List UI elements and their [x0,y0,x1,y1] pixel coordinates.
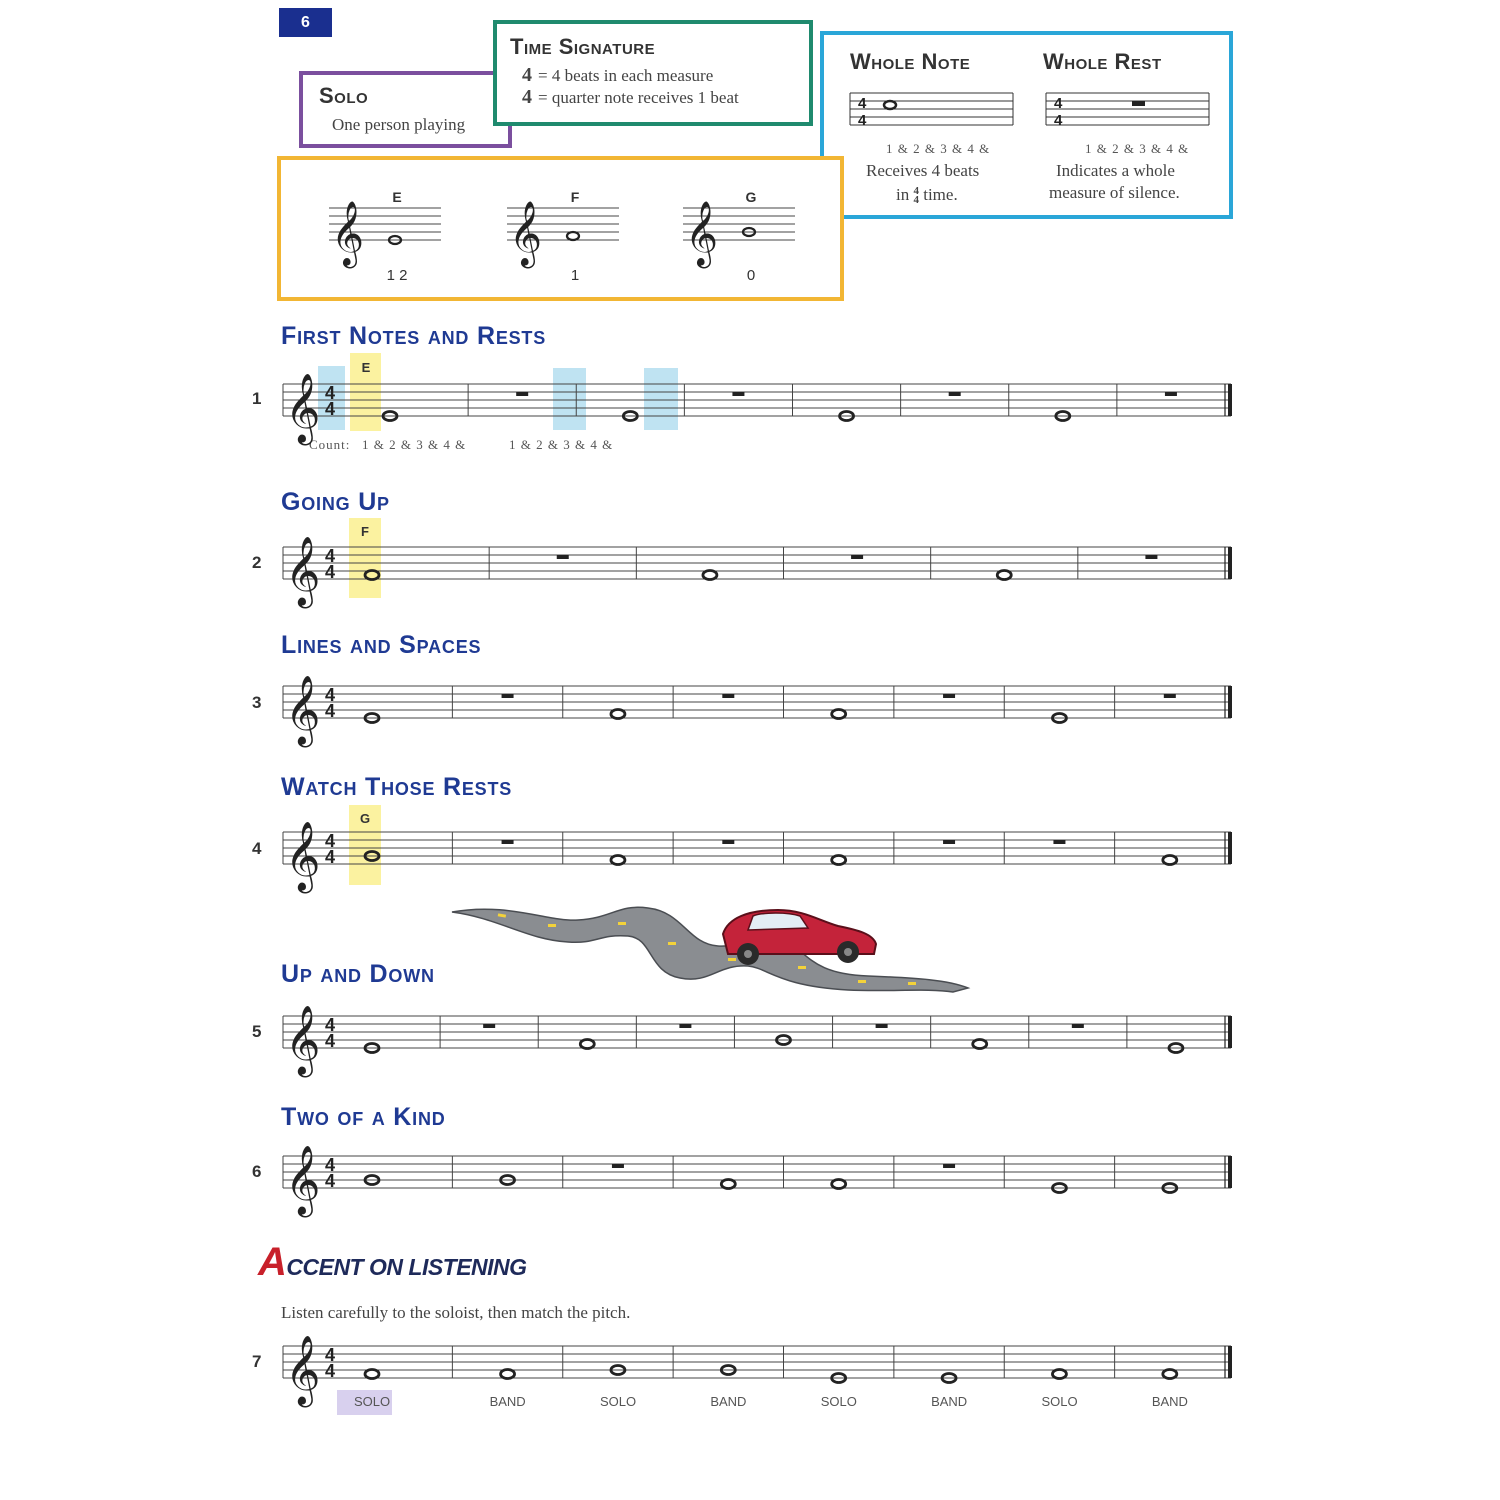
whole-rest [1072,1024,1084,1028]
new-note-label-f: F [361,524,369,539]
accent-on-listening-title [258,1240,527,1285]
rest-highlight [553,368,586,430]
time-signature-top: 4 [325,546,336,566]
whole-note-F [1163,1370,1177,1379]
time-signature-bottom: 4 [325,847,336,867]
part-label-solo: SOLO [1041,1394,1078,1409]
treble-clef-icon: 𝄞 [685,201,719,264]
time-signature-top: 4 [325,1015,336,1035]
whole-rest-count: 1 & 2 & 3 & 4 & [1085,141,1190,156]
treble-clef-icon: 𝄞 [285,537,321,604]
note-name-label: E [392,189,402,205]
exercise-1-title: First Notes and Rests [281,322,547,350]
treble-clef-icon: 𝄞 [285,676,321,743]
whole-note-count: 1 & 2 & 3 & 4 & [886,141,991,156]
whole-rest [1164,694,1176,698]
whole-note-F [832,710,846,719]
whole-note-F [1052,1370,1066,1379]
time-signature-title: Time Signature [510,34,656,59]
time-signature-bottom: 4 [325,562,336,582]
svg-text:4: 4 [1054,112,1063,129]
exercise-4-title: Watch Those Rests [281,773,513,801]
note-name-label: F [570,189,580,205]
accent-title-rest: CCENT ON LISTENING [286,1254,527,1280]
whole-note-F [721,1180,735,1189]
treble-clef-icon: 𝄞 [285,1006,321,1073]
part-label-solo: SOLO [354,1394,391,1409]
staff-exercise-2 [283,537,1232,608]
whole-rest [502,840,514,844]
whole-note-F [1163,856,1177,865]
road-car-illustration [448,896,978,996]
whole-rest-title: Whole Rest [1043,49,1162,74]
exercise-2-title: Going Up [281,488,390,516]
whole-rest [732,392,744,396]
time-signature-bottom: 4 [325,1171,336,1191]
whole-rest [722,694,734,698]
whole-note-title: Whole Note [850,49,971,74]
page-number: 6 [279,8,332,37]
whole-rest [943,840,955,844]
new-note-label-e: E [361,360,371,375]
treble-clef-icon: 𝄞 [285,822,321,889]
count-measure-2: 1 & 2 & 3 & 4 & [509,437,614,452]
fingering-number: 1 [570,267,580,284]
whole-note-F [501,1370,515,1379]
whole-rest [1165,392,1177,396]
staff-exercise-7 [283,1336,1232,1407]
part-label-solo: SOLO [599,1394,637,1409]
staff-exercise-4 [283,822,1232,893]
treble-clef-icon: 𝄞 [285,1146,321,1213]
count-label: Count: [309,437,351,452]
note-highlight [644,368,678,430]
whole-note-F [580,1040,594,1049]
part-label-band: BAND [1151,1394,1188,1409]
time-signature-bottom: 4 [325,1361,336,1381]
whole-rest [722,840,734,844]
whole-note-desc2-pre: in [896,185,910,204]
time-signature-line1-text: = 4 beats in each measure [538,65,714,85]
listen-instructions: Listen carefully to the soloist, then match the pitch. [281,1303,631,1322]
part-label-band: BAND [489,1394,526,1409]
part-label-solo: SOLO [820,1394,857,1409]
svg-text:4: 4 [1054,95,1063,112]
whole-note-F [973,1040,987,1049]
exercise-2-number: 2 [252,553,262,572]
road-shape [452,907,968,992]
exercise-6-number: 6 [252,1162,262,1181]
whole-rest [876,1024,888,1028]
inline-time-sig-numerator: 4 [913,185,919,198]
new-note-label-g: G [359,811,371,826]
time-sig-numerator: 4 [522,64,532,86]
accent-title-initial: A [258,1240,287,1284]
time-signature-top: 4 [325,1345,336,1365]
part-label-band: BAND [710,1394,747,1409]
whole-note-F [703,571,717,580]
exercise-7-number: 7 [252,1352,262,1371]
whole-note-desc1: Receives 4 beats [866,161,980,180]
whole-rest [502,694,514,698]
time-signature-top: 4 [325,1155,336,1175]
time-signature-top: 4 [325,831,336,851]
time-signature-bottom: 4 [325,399,336,419]
whole-note-F [611,710,625,719]
whole-rest [612,1164,624,1168]
time-signature-bottom: 4 [325,1031,336,1051]
exercise-4-number: 4 [252,839,262,858]
exercise-5-number: 5 [252,1022,262,1041]
exercise-5-title: Up and Down [281,960,435,988]
whole-note-F [611,856,625,865]
fingering-number: 0 [746,267,756,284]
time-sig-denominator: 4 [522,86,532,108]
staff-exercise-5 [283,1006,1232,1077]
whole-rest [943,1164,955,1168]
whole-rest [1053,840,1065,844]
whole-note-F [997,571,1011,580]
exercise-3-number: 3 [252,693,262,712]
treble-clef-icon: 𝄞 [285,374,321,441]
part-label-band: BAND [931,1394,968,1409]
whole-note-desc2-post: time. [923,185,958,204]
whole-rest [557,555,569,559]
exercise-6-title: Two of a Kind [281,1103,446,1131]
whole-rest [949,392,961,396]
whole-rest [851,555,863,559]
whole-rest [483,1024,495,1028]
solo-title: Solo [319,83,369,108]
whole-note-F [832,856,846,865]
time-signature-line2-text: = quarter note receives 1 beat [538,87,739,107]
whole-note-F [832,1180,846,1189]
whole-rest [1145,555,1157,559]
treble-clef-icon: 𝄞 [285,1336,321,1403]
whole-rest-desc2: measure of silence. [1049,183,1180,202]
whole-rest [516,392,528,396]
whole-rest [679,1024,691,1028]
exercise-3-title: Lines and Spaces [281,631,482,659]
inline-time-sig-denominator: 4 [913,194,919,207]
staff-exercise-6 [283,1146,1232,1217]
staff-exercise-3 [283,676,1232,747]
time-signature-top: 4 [325,685,336,705]
count-measure-1: 1 & 2 & 3 & 4 & [362,437,467,452]
treble-clef-icon: 𝄞 [509,201,543,264]
whole-rest-desc1: Indicates a whole [1056,161,1175,180]
whole-note-F [365,1370,379,1379]
exercise-1-number: 1 [252,389,262,408]
fingering-number: 1 2 [386,267,408,284]
svg-text:4: 4 [858,112,867,129]
time-signature-top: 4 [325,383,336,403]
note-name-label: G [745,189,757,205]
time-signature-bottom: 4 [325,701,336,721]
staff-exercise-1 [283,374,1232,445]
solo-description: One person playing [332,115,466,134]
treble-clef-icon: 𝄞 [331,201,365,264]
svg-text:4: 4 [858,95,867,112]
whole-rest [943,694,955,698]
